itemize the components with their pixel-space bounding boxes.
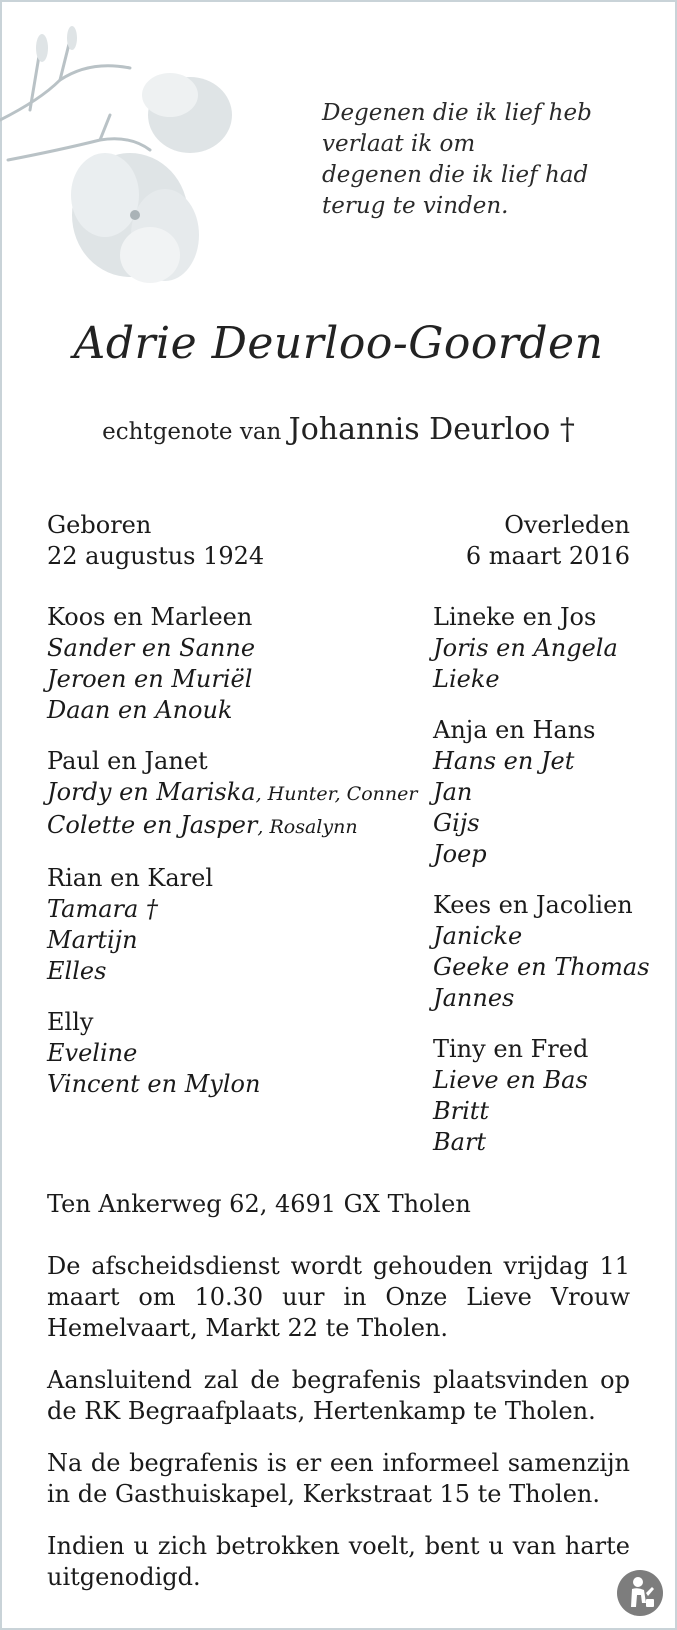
family-group <box>47 863 417 987</box>
family-head: Elly <box>47 1008 94 1036</box>
family-member: Lieve en Bas <box>433 1066 588 1094</box>
family-group <box>433 890 663 1014</box>
family-member: Gijs <box>433 809 480 837</box>
burial-paragraph: Aansluitend zal de begrafenis plaatsvinden op de RK Begraafplaats, Hertenkamp te Tholen. <box>47 1366 630 1425</box>
family-member: Eveline <box>47 1039 138 1067</box>
family-member: Joris en Angela <box>433 634 618 662</box>
family-group <box>47 1007 417 1100</box>
invitation-paragraph: Indien u zich betrokken voelt, bent u van harte uitgenodigd. <box>47 1532 630 1591</box>
family-head: Lineke en Jos <box>433 603 597 631</box>
family-group <box>433 1034 663 1158</box>
family-head: Koos en Marleen <box>47 603 253 631</box>
death-block <box>466 510 630 572</box>
spouse-line <box>0 412 677 447</box>
family-member: Jan <box>433 778 473 806</box>
family-member: Vincent en Mylon <box>47 1070 261 1098</box>
family-member: Tamara † <box>47 895 158 923</box>
family-column-left <box>47 602 417 1120</box>
birth-date: 22 augustus 1924 <box>47 542 265 570</box>
deceased-name: Adrie Deurloo-Goorden <box>73 318 604 369</box>
family-member: Daan en Anouk <box>47 696 233 724</box>
family-member: Sander en Sanne <box>47 634 256 662</box>
death-label: Overleden <box>504 511 630 539</box>
family-member: Lieke <box>433 665 500 693</box>
family-group <box>47 746 417 843</box>
family-member: Martijn <box>47 926 138 954</box>
family-member: Geeke en Thomas <box>433 953 650 981</box>
birth-block <box>47 510 264 572</box>
memorial-badge-icon[interactable] <box>616 1569 664 1617</box>
family-column-right <box>433 602 663 1178</box>
family-group <box>433 715 663 870</box>
family-group <box>433 602 663 695</box>
poem-line: verlaat ik om <box>322 131 476 157</box>
family-head: Kees en Jacolien <box>433 891 633 919</box>
gathering-paragraph: Na de begrafenis is er een informeel samenzijn in de Gasthuiskapel, Kerkstraat 15 te Tholen. <box>47 1449 630 1508</box>
family-head: Rian en Karel <box>47 864 214 892</box>
family-member: Joep <box>433 840 487 868</box>
family-head: Tiny en Fred <box>433 1035 589 1063</box>
magnolia-flower-icon <box>0 20 250 290</box>
family-member: Elles <box>47 957 107 985</box>
family-member: Jannes <box>433 984 515 1012</box>
address: Ten Ankerweg 62, 4691 GX Tholen <box>47 1190 471 1218</box>
family-head: Anja en Hans <box>433 716 596 744</box>
spouse-name: Johannis Deurloo † <box>288 412 575 447</box>
family-member: Bart <box>433 1128 487 1156</box>
family-member: Colette en Jasper, Rosalynn <box>47 811 358 839</box>
spouse-prefix: echtgenote van <box>102 419 282 445</box>
family-member: Janicke <box>433 922 523 950</box>
family-member: Jeroen en Muriël <box>47 665 253 693</box>
family-head: Paul en Janet <box>47 747 208 775</box>
poem-line: Degenen die ik lief heb <box>322 100 592 126</box>
family-group <box>47 602 417 726</box>
poem-line: terug te vinden. <box>322 193 509 219</box>
family-member: Hans en Jet <box>433 747 575 775</box>
family-member: Britt <box>433 1097 490 1125</box>
poem-line: degenen die ik lief had <box>322 162 589 188</box>
family-member: Jordy en Mariska, Hunter, Conner <box>47 778 418 806</box>
service-paragraph: De afscheidsdienst wordt gehouden vrijdag 11 maart om 10.30 uur in Onze Lieve Vrouw Hemelvaart, Markt 22 te Tholen. <box>47 1252 630 1342</box>
death-date: 6 maart 2016 <box>465 542 630 570</box>
birth-label: Geboren <box>47 511 152 539</box>
poem <box>322 98 642 222</box>
